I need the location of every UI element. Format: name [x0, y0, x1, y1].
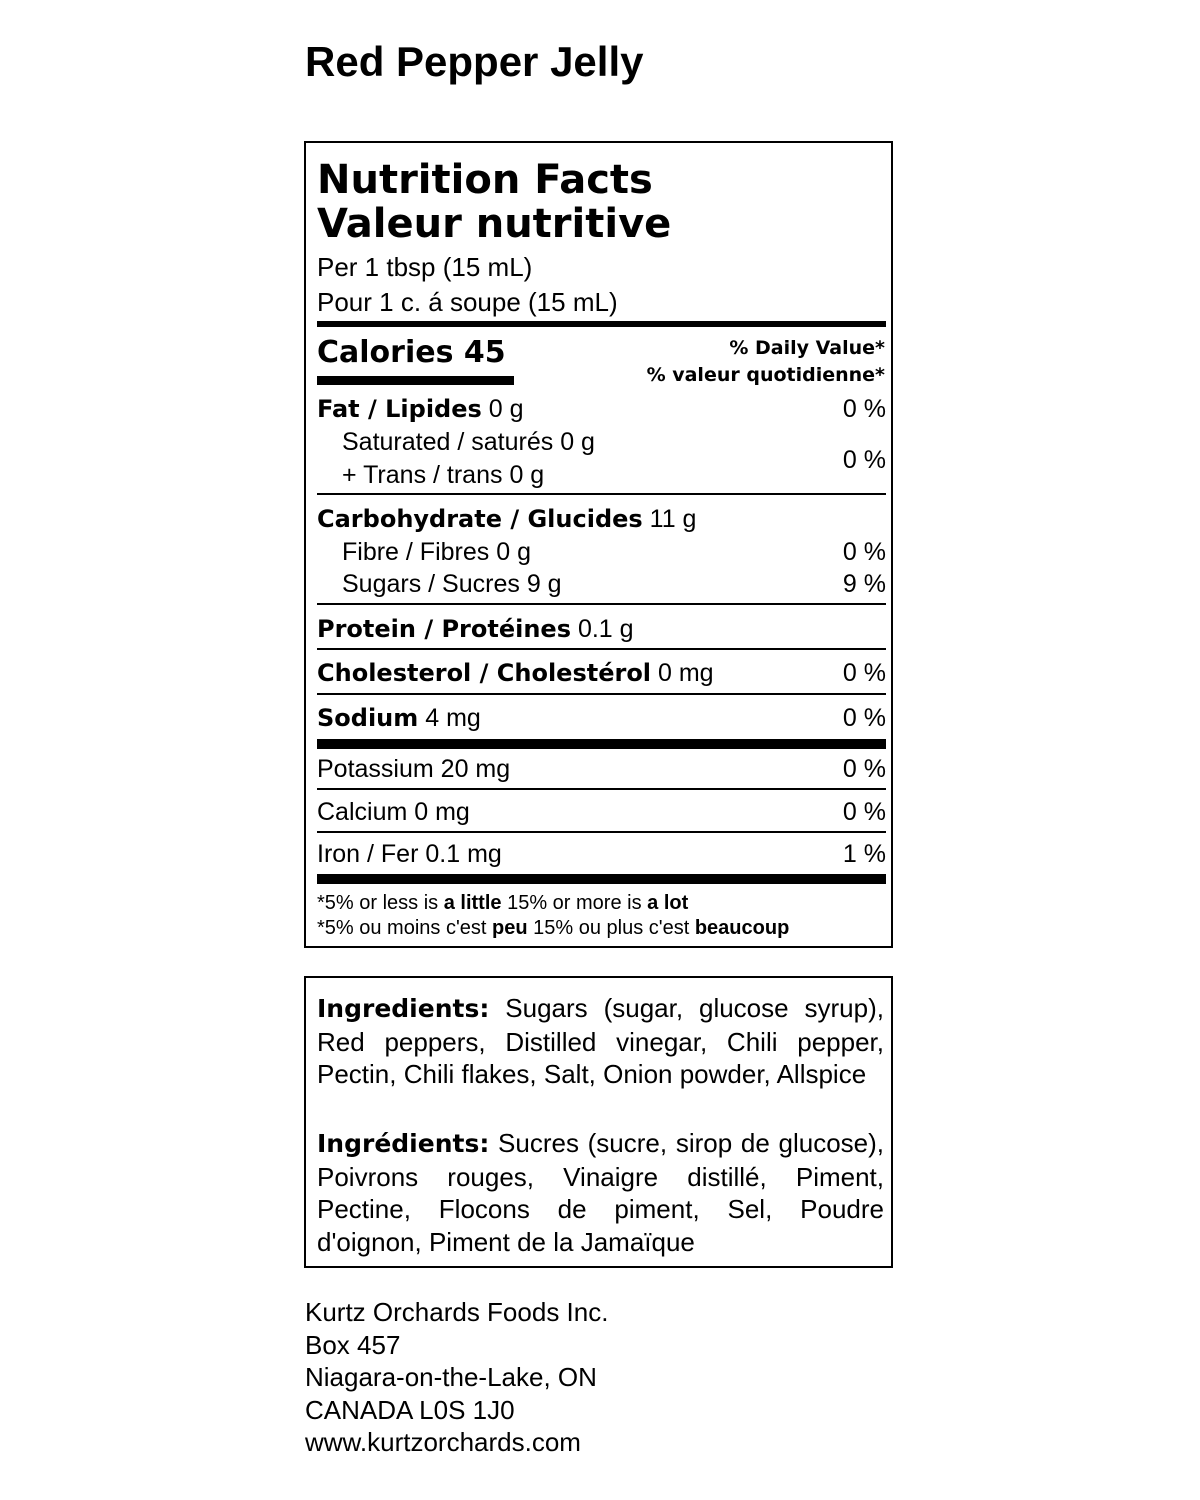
calories-bar: [317, 376, 514, 385]
footnote-fr: [317, 916, 789, 941]
product-title: Red Pepper Jelly: [305, 38, 644, 85]
sodium-label: Sodium: [317, 704, 419, 732]
divider: [317, 493, 886, 495]
address-country: CANADA L0S 1J0: [305, 1394, 515, 1425]
fibre-row: [342, 537, 886, 567]
divider: [317, 788, 886, 790]
potassium-amount: 20 mg: [440, 755, 511, 783]
divider: [317, 648, 886, 650]
footnote-en-little: a little: [443, 892, 502, 914]
footnote-en: [317, 891, 688, 916]
cholesterol-dv: 0 %: [842, 659, 886, 687]
nutrition-heading-en: Nutrition Facts: [317, 157, 653, 203]
iron-row: [317, 839, 886, 869]
potassium-label: Potassium: [317, 755, 434, 783]
cholesterol-row: [317, 658, 886, 688]
footnote-en-lot: a lot: [647, 892, 689, 914]
protein-label: Protein / Protéines: [317, 615, 571, 643]
protein-row: [317, 614, 886, 644]
sugars-amount: 9 g: [526, 570, 562, 598]
divider: [317, 693, 886, 695]
fat-row: [317, 394, 886, 424]
thick-divider: [317, 874, 886, 884]
divider: [317, 831, 886, 833]
fibre-label: Fibre / Fibres: [342, 538, 490, 566]
footnote-fr-little: peu: [492, 917, 528, 939]
company-name: Kurtz Orchards Foods Inc.: [305, 1297, 609, 1327]
sugars-row: [342, 569, 886, 599]
iron-amount: 0.1 mg: [425, 840, 502, 868]
calcium-dv: 0 %: [842, 798, 886, 826]
calories-value: 45: [463, 335, 506, 370]
divider: [317, 603, 886, 605]
calcium-label: Calcium: [317, 798, 408, 826]
footnote-fr-lot: beaucoup: [694, 917, 790, 939]
iron-dv: 1 %: [842, 840, 886, 868]
daily-value-header-en: % Daily Value*: [729, 337, 885, 359]
footnote-fr-pre: *5% ou moins c'est: [317, 917, 487, 939]
potassium-row: [317, 754, 886, 784]
sugars-dv: 9 %: [842, 570, 886, 598]
serving-size-en: Per 1 tbsp (15 mL): [317, 252, 533, 282]
protein-amount: 0.1 g: [577, 615, 634, 643]
sugars-label: Sugars / Sucres: [342, 570, 520, 598]
fibre-dv: 0 %: [842, 538, 886, 566]
address-box: Box 457: [305, 1329, 401, 1360]
trans-row: [342, 460, 886, 490]
fat-label: Fat / Lipides: [317, 395, 482, 423]
daily-value-header-fr: % valeur quotidienne*: [646, 364, 885, 386]
address-city: Niagara-on-the-Lake, ON: [305, 1362, 597, 1392]
saturated-amount: 0 g: [560, 428, 595, 456]
sodium-amount: 4 mg: [425, 704, 481, 732]
ingredients-en-label: Ingredients:: [317, 994, 490, 1023]
fibre-amount: 0 g: [496, 538, 531, 566]
trans-amount: 0 g: [509, 461, 545, 489]
saturated-label: Saturated / saturés: [342, 428, 554, 456]
thick-divider: [317, 739, 886, 749]
iron-label: Iron / Fer: [317, 840, 419, 868]
footnote-en-mid: 15% or more is: [507, 892, 642, 914]
calories-label: Calories: [317, 335, 454, 370]
cholesterol-amount: 0 mg: [657, 659, 714, 687]
company-address: [305, 1296, 608, 1459]
ingredients-fr: [317, 1127, 884, 1258]
sodium-dv: 0 %: [842, 704, 886, 732]
ingredients-fr-label: Ingrédients:: [317, 1129, 490, 1158]
footnote-en-pre: *5% or less is: [317, 892, 439, 914]
footnote-fr-mid: 15% ou plus c'est: [533, 917, 690, 939]
carbohydrate-row: [317, 504, 886, 534]
fat-amount: 0 g: [488, 395, 524, 423]
potassium-dv: 0 %: [842, 755, 886, 783]
cholesterol-label: Cholesterol / Cholestérol: [317, 659, 652, 687]
carbohydrate-label: Carbohydrate / Glucides: [317, 505, 643, 533]
ingredients-en: [317, 992, 884, 1091]
company-website: www.kurtzorchards.com: [305, 1427, 581, 1457]
calcium-amount: 0 mg: [414, 798, 470, 826]
fat-dv: 0 %: [842, 395, 886, 423]
sat-trans-dv: 0 %: [842, 446, 886, 474]
sodium-row: [317, 703, 886, 733]
saturated-row: [342, 427, 886, 457]
ingredients-fr-text: Sucres (sucre, sirop de glucose), Poivrons rouges, Vinaigre distillé, Piment, Pectine, Flocons de piment, Sel, Poudre d'oignon, Piment de la Jamaïque: [317, 1128, 884, 1257]
carbohydrate-amount: 11 g: [649, 505, 697, 533]
thick-divider: [317, 321, 886, 327]
serving-size-fr: Pour 1 c. á soupe (15 mL): [317, 287, 618, 317]
trans-label: + Trans / trans: [342, 461, 503, 489]
ingredients-en-text: Sugars (sugar, glucose syrup), Red peppers, Distilled vinegar, Chili pepper, Pectin, Chili flakes, Salt, Onion powder, Allspice: [317, 993, 884, 1089]
calcium-row: [317, 797, 886, 827]
nutrition-heading-fr: Valeur nutritive: [317, 201, 672, 247]
calories: [317, 334, 506, 372]
